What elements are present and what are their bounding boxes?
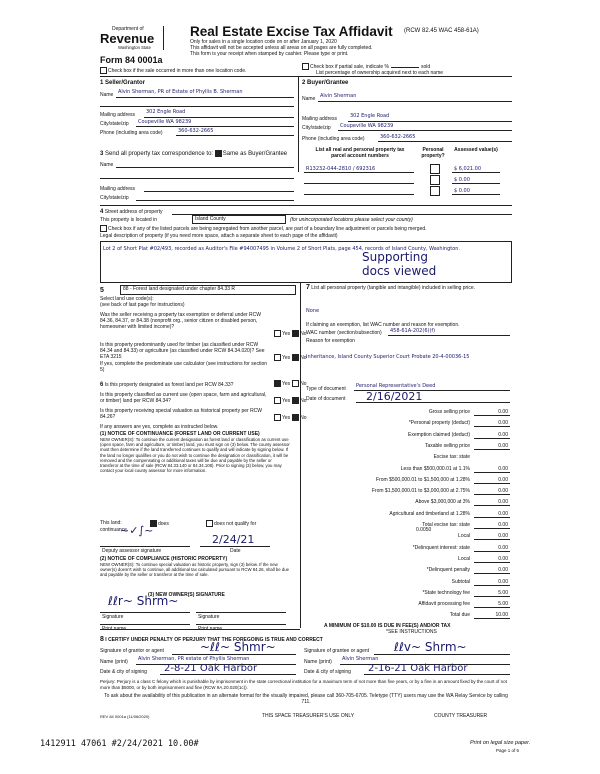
notice-compliance-text: NEW OWNER(S): To continue special valuation as historic property, sign (3) below. If the new owner(s) doesn't wish to continue, all additional tax calculated pursuant to RCW 84.26, shall be due and payable by the seller or transferor at the time of sale. bbox=[100, 562, 290, 578]
notice-continuance-title: (1) NOTICE OF CONTINUANCE (FOREST LAND OR CURRENT USE) bbox=[100, 431, 260, 437]
seller-heading: Seller/Grantor bbox=[105, 80, 146, 86]
tax-line-value[interactable]: 5.00 bbox=[498, 601, 508, 608]
tax-line-value[interactable]: 0.00 bbox=[498, 555, 508, 562]
county-treasurer: COUNTY TREASURER bbox=[434, 713, 488, 719]
reason-label: Reason for exemption bbox=[306, 338, 355, 344]
street-address-label: Street address of property bbox=[104, 209, 163, 215]
buyer-city-field[interactable]: Coupeville WA 98239 bbox=[340, 123, 394, 129]
notice-compliance-title: (2) NOTICE OF COMPLIANCE (HISTORIC PROPERTY) bbox=[100, 556, 228, 562]
grantee-signature-label: Signature of grantee or agent bbox=[304, 648, 370, 654]
deputy-signature-label: Deputy assessor signature bbox=[102, 548, 162, 554]
tax-line-value[interactable]: 0.00 bbox=[498, 510, 508, 517]
tax-line-value[interactable]: 10.00 bbox=[495, 612, 508, 619]
seller-phone-field[interactable]: 360-632-2665 bbox=[178, 128, 214, 134]
does-checkbox[interactable]: does bbox=[150, 520, 169, 527]
answers-note: If any answers are yes, complete as instructed below. bbox=[100, 424, 219, 430]
deputy-date-label: Date bbox=[230, 548, 241, 554]
wac-field[interactable]: 458-61A-202(6)(f) bbox=[390, 328, 436, 334]
owner-print-name-label: Print name bbox=[102, 626, 127, 632]
seller-city-label: City/state/zip bbox=[100, 121, 129, 127]
header-note-2: This affidavit will not be accepted unless all areas on all pages are fully completed. bbox=[190, 45, 373, 51]
tax-line-value[interactable]: 0.00 bbox=[498, 465, 508, 472]
owner-signature-label: Signature bbox=[102, 614, 124, 620]
form-number: Form 84 0001a bbox=[100, 55, 163, 65]
does-not-checkbox[interactable]: does not qualify for bbox=[206, 520, 256, 527]
continuance-label: continuance. bbox=[100, 527, 129, 533]
grantee-name-label: Name (print) bbox=[304, 659, 332, 665]
buyer-phone-field[interactable]: 360-632-2665 bbox=[380, 134, 416, 140]
grantor-signature-mark: ~ℓℓ~ Shmr~ bbox=[200, 640, 276, 654]
current-use-question: Is this property classified as current use (open space, farm and agricultural, or timber) land per RCW 84.34? bbox=[100, 392, 267, 404]
correspondence-heading: Send all property tax correspondence to: bbox=[105, 151, 214, 158]
tax-line-value[interactable]: 0.00 bbox=[498, 409, 508, 415]
treasurer-use-only: THIS SPACE TREASURER'S USE ONLY bbox=[262, 713, 355, 719]
tax-line-label: Excise tax: state bbox=[433, 454, 470, 461]
same-as-buyer-label: Same as Buyer/Grantee bbox=[222, 151, 288, 158]
exemption-instruction: If claiming an exemption, list WAC number and reason for exemption. bbox=[306, 322, 460, 328]
checkbox-icon bbox=[100, 67, 107, 74]
new-owner-signature-mark: ℓℓr~ Shrm~ bbox=[108, 594, 179, 608]
land-use-label: Select land use code(s): bbox=[100, 296, 154, 302]
buyer-name-field[interactable]: Alvin Sherman bbox=[320, 93, 357, 99]
grantor-signature-label: Signature of grantor or agent bbox=[100, 648, 164, 654]
tax-line-value[interactable]: 0.00 bbox=[498, 567, 508, 574]
tax-line-label: Exemption claimed (deduct) bbox=[408, 431, 470, 438]
notice-continuance-text: NEW OWNER(S): To continue the current designation as forest land or classification as current use (open space, farm and agriculture, or timber) land, you must sign on (3) below. The county assessor must then determine if the land transferred continues to qualify and will indicate by signing below. If the land no longer qualifies or you do not wish to continue the designation or classification, it will be removed and the compensating or additional taxes will be due and payable by the seller or transferor at the time of sale (RCW 84.33.140 or 84.34.108). Prior to signing (3) below, you may contact your local county assessor for more information. bbox=[100, 437, 290, 474]
alt-format-notice: To ask about the availability of this publication in an alternate format for the visually impaired, please call 360-705-6705. Teletype (TTY) users may use the WA Relay Service by calling 711. bbox=[104, 693, 508, 705]
parcel-number[interactable]: R13232-044-2810 / 692316 bbox=[306, 166, 376, 172]
assessor-signature-mark: ~✓∫~ bbox=[120, 524, 154, 537]
form-citation: (RCW 82.45 WAC 458-61A) bbox=[404, 28, 479, 34]
supporting-stamp-line1: Supporting bbox=[362, 250, 428, 264]
receipt-stamp: 1412911 47061 #2/24/2021 10.00# bbox=[40, 739, 199, 749]
seller-name-label: Name bbox=[100, 92, 114, 98]
this-land-label: This land: bbox=[100, 520, 122, 526]
tax-line-value[interactable]: 0.00 bbox=[498, 578, 508, 585]
buyer-city-label: City/state/zip bbox=[302, 125, 331, 131]
assessed-value[interactable]: $ 0.00 bbox=[454, 188, 470, 194]
legal-paper-note: Print on legal size paper. bbox=[470, 740, 531, 746]
exemption-yes-no[interactable]: Yes No bbox=[274, 330, 307, 337]
tax-line-label: Above $3,000,000 at 3% bbox=[415, 499, 470, 506]
historic-yes-no[interactable]: Yes No bbox=[274, 414, 307, 421]
seller-name-field[interactable]: Alvin Sherman, PR of Estate of Phyllis B. Sherman bbox=[118, 89, 243, 95]
county-select[interactable]: Island County bbox=[192, 215, 286, 224]
exemption-question: Was the seller receiving a property tax exemption or deferral under RCW 84.36, 84.37, or 84.38 (nonprofit org., senior citizen or disabled person, homeowner with limited income)? bbox=[100, 312, 261, 330]
personal-property-heading: List all personal property (tangible and intangible) included in selling price. bbox=[311, 285, 476, 291]
seller-city-field[interactable]: Coupeville WA 98239 bbox=[138, 119, 192, 125]
current-use-yes-no[interactable]: Yes No bbox=[274, 397, 307, 404]
new-owner-signature-title: (3) NEW OWNER(S) SIGNATURE bbox=[148, 592, 225, 598]
tax-line-value[interactable]: 5.00 bbox=[498, 589, 508, 596]
tax-line-label: Agricultural and timberland at 1.28% bbox=[389, 510, 470, 517]
reason-field[interactable]: Inheritance, Island County Superior Court Probate 20-4-00036-15 bbox=[306, 354, 470, 360]
tax-line-value[interactable]: 0.00 bbox=[498, 533, 508, 540]
perjury-notice: Perjury: Perjury is a class C felony which is punishable by imprisonment in the state correctional institution for a maximum term of not more than five years, or by a fine in an amount fixed by the court of not more than $5000, or by both imprisonment and fine (RCW 9A.20.020(1c)). bbox=[100, 679, 507, 690]
tax-line-value[interactable]: 0.00 bbox=[498, 522, 508, 528]
tax-line-value[interactable]: 0.00 bbox=[498, 544, 508, 551]
local-rate: 0.0050 bbox=[416, 527, 432, 533]
tax-line-value[interactable]: 0.00 bbox=[498, 420, 508, 427]
wac-label: WAC number (section/subsection) bbox=[306, 330, 382, 336]
tax-line-label: Subtotal bbox=[451, 578, 470, 585]
tax-line-label: *Delinquent penalty bbox=[426, 567, 470, 574]
dept-line: Department of bbox=[112, 26, 144, 32]
county-label: This property is located in bbox=[100, 217, 157, 223]
minimum-due-note: A MINIMUM OF $10.00 IS DUE IN FEE(S) AND/OR TAX bbox=[324, 623, 451, 629]
seller-mail-label: Mailing address bbox=[100, 112, 136, 118]
state-line: Washington State bbox=[118, 45, 151, 50]
predominate-use-note: If yes, complete the predominate use calculator (see instructions for section 5) bbox=[100, 361, 268, 373]
personal-property-field[interactable]: None bbox=[306, 308, 320, 314]
tax-line-value[interactable]: 0.00 bbox=[498, 476, 508, 483]
historic-question: Is this property receiving special valuation as historical property per RCW 84.26? bbox=[100, 408, 263, 420]
assessor-date[interactable]: 2/24/21 bbox=[212, 533, 255, 546]
logo-swoosh-icon bbox=[163, 26, 175, 50]
tax-line-label: Local bbox=[458, 555, 470, 562]
doc-date-field[interactable]: 2/16/2021 bbox=[366, 390, 423, 403]
corr-city-label: City/state/zip bbox=[100, 195, 129, 201]
multi-location-checkbox[interactable]: Check box if the sale occurred in more than one location code. bbox=[100, 67, 246, 74]
tax-line-label: From $1,500,000.01 to $3,000,000 at 2.75% bbox=[371, 488, 470, 495]
form-title: Real Estate Excise Tax Affidavit bbox=[190, 24, 393, 39]
same-as-buyer-checkbox[interactable] bbox=[215, 150, 222, 157]
seller-mail-field[interactable]: 302 Engle Road bbox=[146, 109, 186, 115]
tax-line-value[interactable]: 0.00 bbox=[498, 499, 508, 506]
forest-yes-no[interactable]: Yes No bbox=[274, 380, 307, 387]
buyer-mail-label: Mailing address bbox=[302, 116, 338, 122]
owner-signature-label-2: Signature bbox=[198, 614, 220, 620]
segregation-checkbox[interactable]: Check box if any of the listed parcels are being segregated from another parcel, are part of a boundary line adjustment or parcels being merged. bbox=[100, 225, 427, 232]
see-instructions-note: *SEE INSTRUCTIONS bbox=[386, 629, 437, 635]
parcel-col-header: List all real and personal property tax parcel account numbers bbox=[315, 147, 405, 159]
checkbox-icon bbox=[100, 225, 107, 232]
tax-line-label: Taxable selling price bbox=[424, 442, 470, 449]
unincorporated-note: (for unincorporated locations please select your county) bbox=[290, 217, 413, 223]
checkbox-icon bbox=[302, 63, 309, 70]
buyer-mail-field[interactable]: 302 Engle Road bbox=[350, 113, 390, 119]
grantee-date-field[interactable]: 2-16-21 Oak Harbor bbox=[368, 663, 468, 674]
grantee-date-label: Date & city of signing bbox=[304, 669, 351, 675]
personal-col-header: Personal property? bbox=[421, 147, 445, 159]
tax-line-label: *State technology fee bbox=[422, 589, 470, 596]
doc-type-label: Type of document bbox=[306, 386, 346, 392]
assessed-value[interactable]: $ 0.00 bbox=[454, 177, 470, 183]
legal-description-field[interactable] bbox=[100, 241, 512, 283]
legal-description-text: Lot 2 of Short Plat #02/493, recorded as Auditor's File #94007495 in Volume 2 of Short Plats, page 454, records of Island County, Washington. bbox=[103, 246, 461, 252]
tax-line-label: Gross selling price bbox=[428, 409, 470, 415]
header-note-1: Only for sales in a single location code on or after January 1, 2020 bbox=[190, 39, 337, 45]
timber-question: Is this property predominantly used for timber (as classified under RCW 84.34 and 84.33) or agriculture (as classified under RCW 84.34.020)? See ETA 3215 bbox=[100, 342, 265, 360]
corr-mail-label: Mailing address bbox=[100, 186, 136, 192]
land-use-select[interactable]: 88 - Forest land designated under chapter 84.33 R bbox=[120, 285, 296, 295]
forest-land-question: Is this property designated as forest land per RCW 84.33? bbox=[104, 382, 234, 388]
grantor-date-label: Date & city of signing bbox=[100, 669, 147, 675]
buyer-name-label: Name bbox=[302, 96, 316, 102]
supporting-stamp-line2: docs viewed bbox=[362, 264, 437, 278]
owner-print-name-label-2: Print name bbox=[198, 626, 223, 632]
personal-property-checkbox[interactable] bbox=[430, 175, 440, 185]
see-back-note: (see back of last page for instructions) bbox=[100, 302, 185, 308]
grantor-name-field[interactable]: Alvin Sherman, PR estate of Phyllis Sherman bbox=[138, 656, 250, 662]
form-revision: REV 84 0001a (11/06/2020) bbox=[100, 714, 150, 719]
personal-property-checkbox[interactable] bbox=[430, 164, 440, 174]
tax-line-label: Total excise tax: state bbox=[422, 522, 470, 528]
assessed-value[interactable]: $ 6,021.00 bbox=[454, 166, 482, 172]
header-note-3: This form is your receipt when stamped by cashier. Please type or print. bbox=[190, 51, 349, 57]
doc-type-field[interactable]: Personal Representative's Deed bbox=[356, 383, 436, 389]
tax-line-value[interactable]: 0.00 bbox=[498, 442, 508, 449]
legal-description-label: Legal description of property (if you need more space, attach a separate sheet to each page of the affidavit) bbox=[100, 233, 338, 239]
corr-name-label: Name bbox=[100, 162, 114, 168]
timber-yes-no[interactable]: Yes No bbox=[274, 354, 307, 361]
buyer-heading: Buyer/Grantee bbox=[307, 80, 349, 86]
page-number: Page 1 of 6 bbox=[496, 748, 520, 753]
tax-line-label: *Delinquent interest: state bbox=[412, 544, 470, 551]
grantee-name-field[interactable]: Alvin Sherman bbox=[342, 656, 379, 662]
doc-date-label: Date of document bbox=[306, 396, 346, 402]
tax-line-value[interactable]: 0.00 bbox=[498, 431, 508, 438]
partial-sale-checkbox[interactable]: Check box if partial sale, indicate % sold bbox=[302, 63, 430, 70]
percent-ownership-note: List percentage of ownership acquired next to each name bbox=[316, 70, 444, 76]
tax-line-label: Affidavit processing fee bbox=[418, 601, 470, 608]
tax-line-label: From $500,000.01 to $1,500,000 at 1.28% bbox=[376, 476, 470, 483]
buyer-phone-label: Phone (including area code) bbox=[302, 136, 365, 142]
tax-line-label: Local bbox=[458, 533, 470, 540]
seller-phone-label: Phone (including area code) bbox=[100, 130, 163, 136]
grantor-date-field[interactable]: 2-8-21 Oak Harbor bbox=[164, 663, 258, 674]
assessed-col-header: Assessed value(s) bbox=[454, 147, 498, 153]
grantor-name-label: Name (print) bbox=[100, 659, 128, 665]
tax-line-label: *Personal property (deduct) bbox=[408, 420, 470, 427]
tax-line-value[interactable]: 0.00 bbox=[498, 488, 508, 495]
tax-line-label: Total due bbox=[449, 612, 470, 619]
revenue-wordmark: Revenue bbox=[100, 31, 155, 46]
tax-line-label: Less than $500,000.01 at 1.1% bbox=[400, 465, 470, 472]
personal-property-checkbox[interactable] bbox=[430, 186, 440, 196]
grantee-signature-mark: ℓℓv~ Shrm~ bbox=[394, 640, 467, 654]
certify-heading: I CERTIFY UNDER PENALTY OF PERJURY THAT THE FOREGOING IS TRUE AND CORRECT bbox=[105, 637, 323, 643]
